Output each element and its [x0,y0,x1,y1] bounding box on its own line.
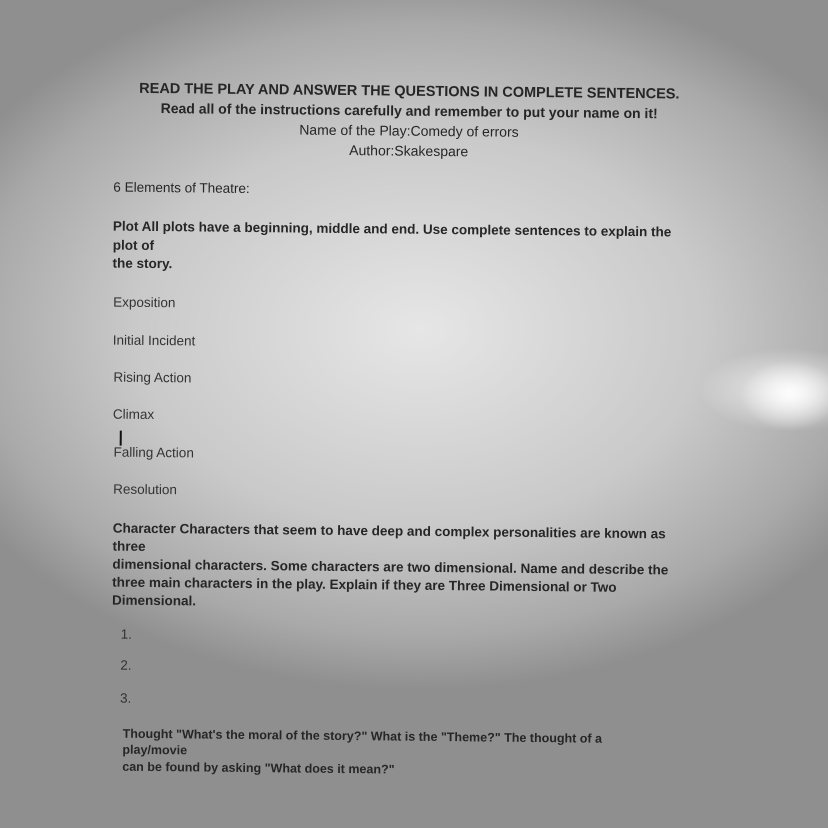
character-prompt-line3: dimensional characters. Some characters are two dimensional. Name and describe the [112,556,669,578]
plot-part-climax: Climax [112,406,155,423]
character-prompt-line1: Character Characters that seem to have deep and complex personalities are known as [112,520,666,542]
plot-part-rising-action: Rising Action [113,369,192,386]
plot-part-falling-action: Falling Action [113,444,194,461]
screen-glare [740,360,828,430]
instruction-heading: READ THE PLAY AND ANSWER THE QUESTIONS IN COMPLETE SENTENCES. [139,80,680,103]
character-prompt-line4: three main characters in the play. Explain if they are Three Dimensional or Two [112,574,617,595]
plot-prompt-line3: the story. [112,255,173,272]
play-name: Name of the Play:Comedy of errors [299,121,519,140]
plot-part-exposition: Exposition [113,294,176,311]
thought-prompt-line2: play/movie [122,742,188,758]
author-name: Author:Skakespare [349,142,469,160]
answer-number-2: 2. [120,657,132,673]
answer-number-3: 3. [119,690,132,706]
character-prompt-line5: Dimensional. [111,592,197,609]
worksheet-page [52,30,760,828]
thought-prompt-line1: Thought "What's the moral of the story?" What is the "Theme?" The thought of a [122,726,603,746]
thought-prompt-line3: can be found by asking "What does it mean?" [122,759,395,777]
plot-part-initial-incident: Initial Incident [112,332,196,349]
text-cursor [120,431,122,446]
answer-number-1: 1. [120,626,133,642]
character-prompt-line2: three [112,538,146,554]
plot-prompt-line2: plot of [112,237,155,253]
instruction-subheading: Read all of the instructions carefully and remember to put your name on it! [160,100,658,122]
section-title: 6 Elements of Theatre: [113,179,250,196]
plot-prompt-line1: Plot All plots have a beginning, middle and end. Use complete sentences to explain the [112,218,672,240]
plot-part-resolution: Resolution [113,481,178,498]
